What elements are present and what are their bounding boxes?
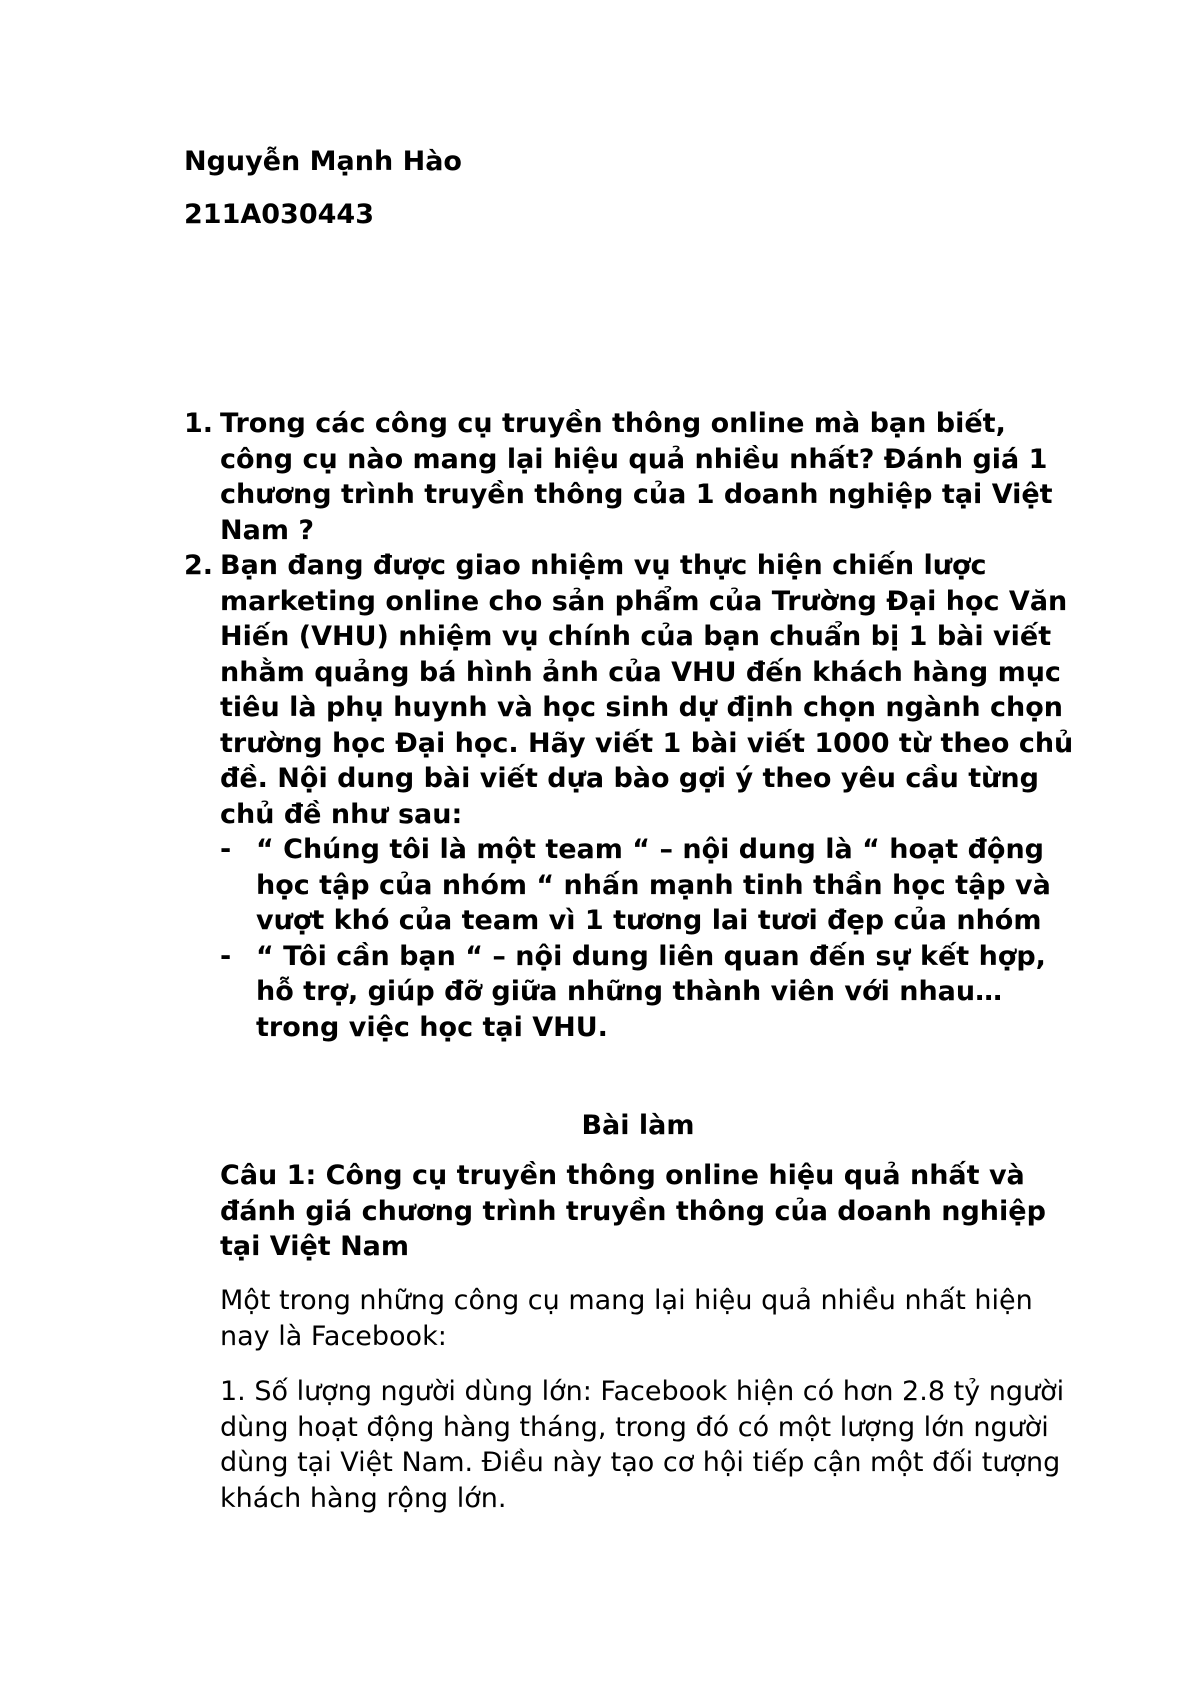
author-name: Nguyễn Mạnh Hào [184, 146, 462, 177]
dash-bullet-icon: - [220, 940, 232, 972]
question-item-1 [184, 406, 1084, 548]
topic-text: “ Chúng tôi là một team “ – nội dung là “ hoạt động học tập của nhóm “ nhấn mạnh tinh thần học tập và vượt khó của team vì 1 tương lai tươi đẹp của nhóm [256, 834, 1051, 936]
dash-bullet-icon: - [220, 834, 232, 865]
question-text: Bạn đang được giao nhiệm vụ thực hiện chiến lược marketing online cho sản phẩm của Trường Đại học Văn Hiến (VHU) nhiệm vụ chính của bạn chuẩn bị 1 bài viết nhằm quảng bá hình ảnh của VHU đến khách hàng mục tiêu là phụ huynh và học sinh dự định chọn ngành chọn trường học Đại học. Hãy viết 1 bài viết 1000 từ theo chủ đề. Nội dung bài viết dựa bào gợi ý theo yêu cầu từng chủ đề như sau: [220, 550, 1074, 830]
topic-list [220, 832, 1084, 1045]
question-list [184, 406, 1084, 1045]
topic-text: “ Tôi cần bạn “ – nội dung liên quan đến sự kết hợp, hỗ trợ, giúp đỡ giữa những thành viên với nhau… trong việc học tại VHU. [256, 940, 1046, 1043]
answer-paragraph-1: Một trong những công cụ mang lại hiệu quả nhiều nhất hiện nay là Facebook: [220, 1285, 1033, 1352]
question-number: 2. [184, 550, 214, 581]
student-id: 211A030443 [184, 199, 374, 230]
answer-paragraph-2: 1. Số lượng người dùng lớn: Facebook hiện có hơn 2.8 tỷ người dùng hoạt động hàng tháng, trong đó có một lượng lớn người dùng tại Việt Nam. Điều này tạo cơ hội tiếp cận một đối tượng khách hàng rộng lớn. [220, 1376, 1065, 1514]
topic-item-1 [220, 832, 1084, 939]
question-text: Trong các công cụ truyền thông online mà bạn biết, công cụ nào mang lại hiệu quả nhiều nhất? Đánh giá 1 chương trình truyền thông của 1 doanh nghiệp tại Việt Nam ? [220, 408, 1053, 546]
answer-title: Bài làm [581, 1110, 695, 1141]
topic-item-2 [220, 939, 1084, 1046]
question-number: 1. [184, 408, 214, 439]
question-item-2 [184, 548, 1084, 1045]
answer-1-heading: Câu 1: Công cụ truyền thông online hiệu quả nhất và đánh giá chương trình truyền thông của doanh nghiệp tại Việt Nam [220, 1160, 1046, 1262]
